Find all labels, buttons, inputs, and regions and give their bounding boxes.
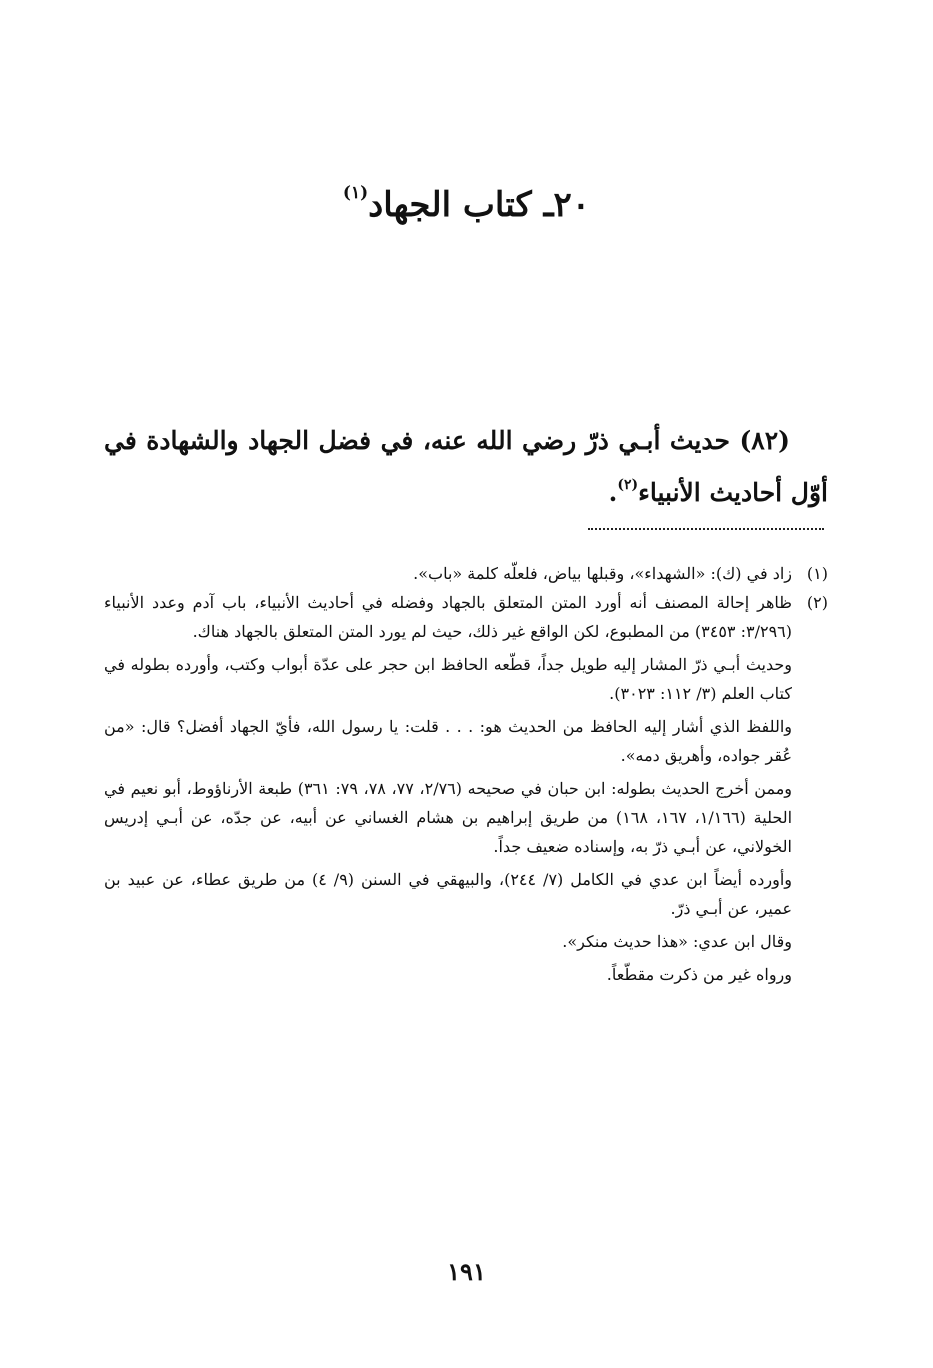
hadith-text: (٨٢) حديث أبـي ذرّ رضي الله عنه، في فضل الجهاد والشهادة في أوّل أحاديث الأنبياء bbox=[104, 426, 828, 507]
hadith-footnote-ref: (٢) bbox=[617, 477, 639, 493]
footnote-body bbox=[104, 588, 792, 989]
footnote-paragraph: وممن أخرج الحديث بطوله: ابن حبان في صحيحه (٢/٧٦، ٧٧، ٧٨، ٧٩: ٣٦١) طبعة الأرناؤوط، أبو نعيم في الحلية (١/١٦٦، ١٦٧، ١٦٨) من طريق إبراهيم بن هشام الغساني عن أبيه، عن جدّه، عن أبـي إدريس الخولاني، عن أبـي ذرّ به، وإسناده ضعيف جداً. bbox=[104, 779, 793, 856]
hadith-paragraph bbox=[104, 418, 828, 515]
footnote-body bbox=[104, 559, 792, 588]
footnote-2 bbox=[104, 588, 828, 989]
footnote-paragraph: وحديث أبـي ذرّ المشار إليه طويل جداً، قطّعه الحافظ ابن حجر على عدّة أبواب وكتب، وأورده بطوله في كتاب العلم (٣/ ١١٢: ٣٠٢٣). bbox=[104, 655, 792, 703]
footnote-number: (١) bbox=[806, 564, 828, 583]
hadith-end-punctuation: . bbox=[608, 478, 618, 507]
footnotes bbox=[104, 559, 828, 989]
footnote-paragraph: وقال ابن عدي: «هذا حديث منكر». bbox=[562, 932, 792, 951]
hadith-heading bbox=[104, 418, 828, 515]
page-number: ١٩١ bbox=[447, 1257, 486, 1286]
footnote-separator bbox=[588, 528, 824, 530]
footnote-number: (٢) bbox=[806, 593, 828, 612]
footnote-paragraph: ورواه غير من ذكرت مقطّعاً. bbox=[606, 965, 792, 984]
footnote-1 bbox=[104, 559, 828, 588]
footnote-paragraph: واللفظ الذي أشار إليه الحافظ من الحديث هو: . . . قلت: يا رسول الله، فأيّ الجهاد أفضل؟ قال: «من عُقر جواده، وأهريق دمه». bbox=[104, 717, 792, 765]
footnote-paragraph: زاد في (ك): «الشهداء»، وقبلها بياض، فلعلّه كلمة «باب». bbox=[413, 564, 792, 583]
footnote-paragraph: وأورده أيضاً ابن عدي في الكامل (٧/ ٢٤٤)، والبيهقي في السنن (٩/ ٤) من طريق عطاء، عن عبيد بن عمير، عن أبـي ذرّ. bbox=[104, 870, 793, 918]
chapter-footnote-ref: (١) bbox=[342, 183, 369, 203]
chapter-title-text: ٢٠ـ كتاب الجهاد bbox=[368, 185, 591, 225]
footnote-paragraph: ظاهر إحالة المصنف أنه أورد المتن المتعلق بالجهاد وفضله في أحاديث الأنبياء، باب آدم وعدد الأنبياء (٣/٢٩٦: ٣٤٥٣) من المطبوع، لكن الواقع غير ذلك، حيث لم يورد المتن المتعلق بالجهاد هناك. bbox=[104, 593, 792, 641]
chapter-title bbox=[0, 183, 933, 225]
